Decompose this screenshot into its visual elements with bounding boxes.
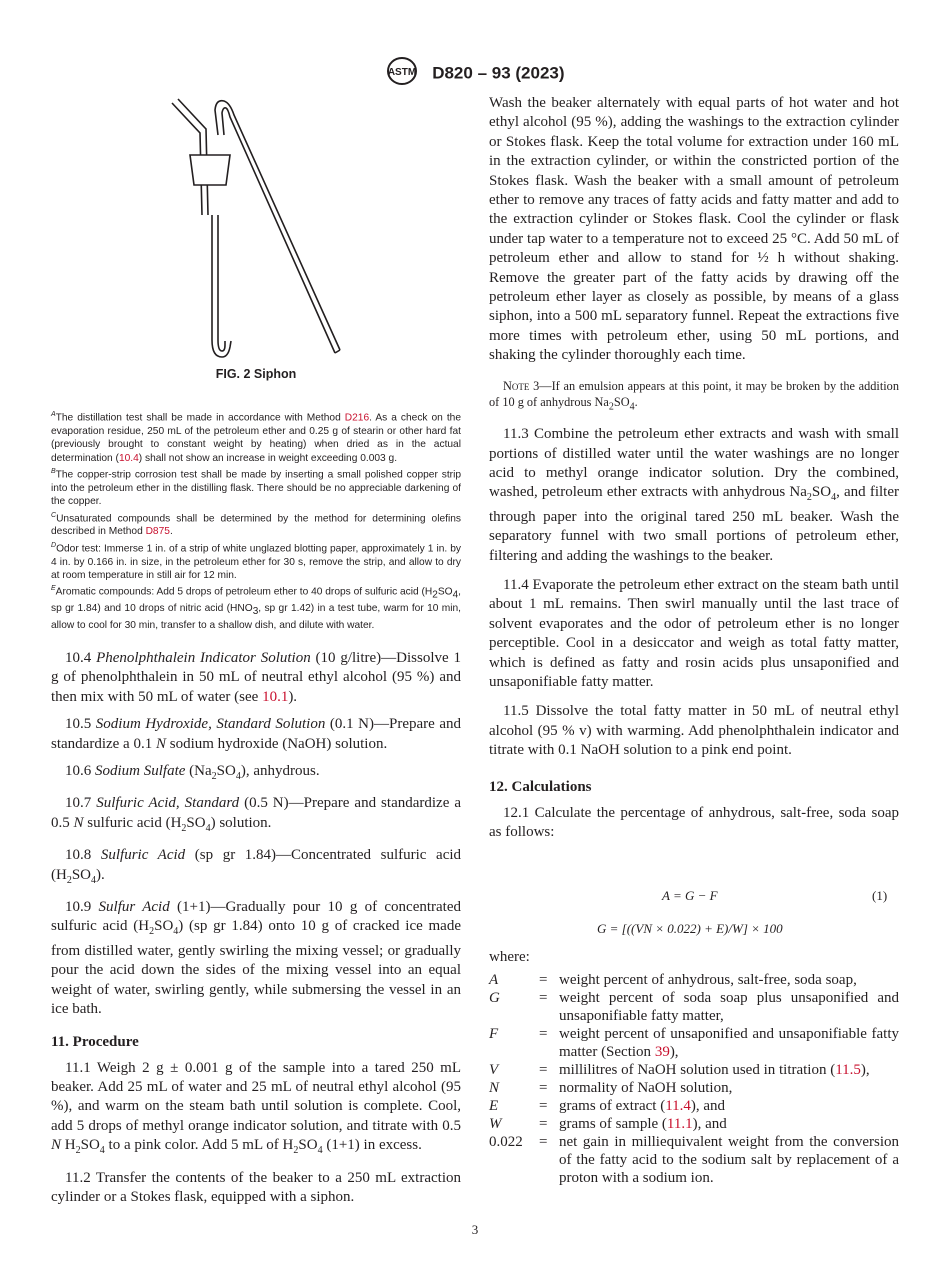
link-10-4[interactable]: 10.4: [118, 452, 139, 464]
para-10-8: 10.8 Sulfuric Acid (sp gr 1.84)—Concentrated sulfuric acid $(H_2SO_4)$.: [51, 847, 462, 886]
equation-1-number: (1): [872, 888, 888, 903]
link-10-1[interactable]: 10.1: [262, 688, 289, 705]
para-10-7: 10.7 Sulfuric Acid, Standard (0.5 N)—Prepare and standardize a 0.5 N sulfuric acid $(H_2SO_4)$ solution.: [51, 795, 461, 834]
para-11-2-start: 11.2 Transfer the contents of the beaker to a 250 mL extraction cylinder or a Stokes flask, equipped with a siphon.: [51, 1169, 461, 1205]
footnote-d: $^D$Odor test: Immerse 1 in. of a strip of white unglazed blotting paper, approximately 1 in. by 4 in. by 0.166 in. in size, in the petroleum ether for 30 s, remove the strip, and allow to dry at room temperature in still air for 12 min.: [51, 541, 461, 582]
footnotes: [51, 408, 461, 632]
para-11-4: 11.4 Evaporate the petroleum ether extract on the steam bath until about 1 mL remains. Then swirl manually until the last trace of solvent evaporates and the odor of petroleum ether is no longer perceptible. Cool in a desiccator and weigh as total fatty matter, which is defined as fatty and rosin acids plus unsaponified and unsaponifiable fatty matter.: [489, 576, 899, 691]
left-column-body: [51, 649, 461, 1207]
para-12-1: 12.1 Calculate the percentage of anhydrous, salt-free, soda soap as follows:: [489, 804, 899, 841]
footnote-e: $^E$Aromatic compounds: Add 5 drops of petroleum ether to 40 drops of sulfuric acid ($H_2SO_4$, sp gr 1.84) and 10 drops of nitric acid ($HNO_3$, sp gr 1.42) in a test tube, warm for 10 min, allow to cool for 30 min, transfer to a shallow dish, and dilute with water.: [51, 585, 461, 631]
astm-logo-icon: [385, 56, 419, 91]
para-10-4: 10.4 Phenolphthalein Indicator Solution (10 g/litre)—Dissolve 1 g of phenolphthalein in 50 mL of neutral ethyl alcohol (95 %) and then mix with 50 mL of water (see 10.1).: [51, 650, 461, 705]
note-3: Note 3—If an emulsion appears at this point, it may be broken by the addition of 10 g of anhydrous $Na_2SO_4$.: [489, 378, 899, 413]
figure-caption: FIG. 2 Siphon: [215, 367, 297, 381]
link-d216[interactable]: D216: [344, 412, 370, 424]
para-10-5: 10.5 Sodium Hydroxide, Standard Solution (0.1 N)—Prepare and standardize a 0.1 N sodium hydroxide (NaOH) solution.: [51, 716, 461, 752]
where-label: where:: [489, 949, 530, 965]
footnote-b: $^B$The copper-strip corrosion test shall be made by inserting a small polished copper strip into the petroleum ether in the distilling flask. There should be no appreciable darkening of the copper.: [51, 468, 461, 508]
link-section-39[interactable]: 39: [654, 1044, 670, 1060]
right-column-body: [489, 94, 899, 842]
para-10-9: 10.9 Sulfur Acid (1+1)—Gradually pour 10 g of concentrated sulfuric acid $(H_2SO_4)$ (sp gr 1.84) onto 10 g of cracked ice made from distilled water, gently swirling the mixing vessel; or gradually pour the acid down the sides of the mixing vessel into an equal weight of water, swirling gently, while submersing the vessel in an ice bath.: [51, 899, 462, 1018]
definitions-list: A = weight percent of anhydrous, salt-free, soda soap, G = weight percent of soda soap plus unsaponified and unsaponifiable fatty matter, F = weight percent of unsaponified and unsaponifiable fatty matter (Section 39), V = millilitres of NaOH solution used in titration (11.5), N = normality of NaOH solution, E = grams of extract (11.4), and W = grams of sample (11.1), and 0.022 = net gain in milliequivalent weight from the conversion of the fatty acid to the sodium salt by replacement of a proton with a sodium ion.: [489, 972, 899, 1186]
link-11-5[interactable]: 11.5: [835, 1062, 861, 1078]
equation-2: G = [((VN × 0.022) + E)/W] × 100: [597, 921, 783, 936]
footnote-a: $^A$The distillation test shall be made in accordance with Method D216. As a check on the evaporation residue, 250 mL of the petroleum ether and 0.25 g of stearin or other hard fat (previously brought to constant weight by heating) when dried as in the actual determination (10.4) shall not show an increase in weight exceeding 0.003 g.: [51, 411, 461, 464]
para-11-2-cont: Wash the beaker alternately with equal parts of hot water and hot ethyl alcohol (95 %), adding the washings to the extraction cylinder or Stokes flask. Keep the total volume for extraction under 160 mL in the extraction cylinder, or within the constricted portion of the Stokes flask. Wash the beaker with a small amount of petroleum ether to remove any traces of fatty acids and fatty matter and add to the extraction cylinder or Stokes flask. Cool the cylinder or flask under tap water to a temperature not to exceed 25 °C. Add 50 mL of petroleum ether and allow to stand for ½ h without shaking. Remove the greater part of the fatty acids by drawing off the petroleum ether layer as closely as possible, by means of a glass siphon, into a 500 mL separatory funnel. Repeat the extractions five more times with petroleum ether, using 50 mL portions, and shaking the cylinder thoroughly each time.: [489, 95, 899, 364]
document-designation: D820 – 93 (2023): [432, 63, 565, 83]
link-d875[interactable]: D875: [145, 526, 170, 538]
link-11-4[interactable]: 11.4: [665, 1098, 691, 1114]
siphon-figure: [160, 95, 360, 365]
para-11-1: 11.1 Weigh 2 g ± 0.001 g of the sample into a tared 250 mL beaker. Add 25 mL of water and 25 mL of neutral ethyl alcohol (95 %), and warm on the steam bath until solution is complete. Cool, add 5 drops of methyl orange indicator solution, and titrate with 0.5 N $H_2SO_4$ to a pink color. Add 5 mL of $H_2SO_4$ (1+1) in excess.: [51, 1059, 461, 1157]
heading-procedure: 11. Procedure: [51, 1033, 139, 1050]
para-11-3: 11.3 Combine the petroleum ether extracts and wash with small portions of distilled water until the water washings are no longer acid to methyl orange indicator solution. Dry the combined, washed, petroleum ether extracts with anhydrous $Na_2SO_4$, and filter through paper into the original tared 250 mL beaker. Wash the separatory funnel with two small portions of petroleum ether, filtering and adding the washings to the beaker.: [489, 426, 899, 564]
footnote-c: $^C$Unsaturated compounds shall be determined by the method for determining olefins described in Method D875.: [51, 511, 461, 538]
link-11-1[interactable]: 11.1: [666, 1116, 693, 1132]
page-header: [0, 56, 950, 91]
para-11-5: 11.5 Dissolve the total fatty matter in 50 mL of neutral ethyl alcohol (95 % v) with warming. Add phenolphthalein indicator and titrate with 0.1 NaOH solution to a pink end point.: [489, 703, 899, 759]
logo-text: ASTM: [388, 67, 417, 78]
equation-1: A = G − F: [662, 888, 718, 903]
heading-calculations: 12. Calculations: [489, 778, 592, 795]
para-10-6: 10.6 Sodium Sulfate $(Na_2SO_4)$, anhydrous.: [65, 763, 320, 783]
page-number: 3: [471, 1222, 479, 1237]
